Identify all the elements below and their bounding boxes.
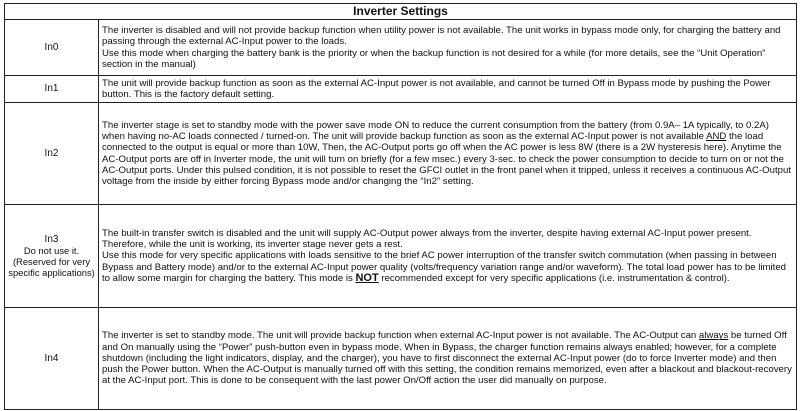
mode-cell: In4 — [5, 308, 99, 410]
description-paragraph: Use this mode when charging the battery bank is the priority or when the backup function is not desired for a while (for more details, see the “Unit Operation” section in the manual) — [102, 47, 766, 70]
inverter-settings-table — [4, 3, 797, 410]
table-row — [5, 205, 797, 308]
description-cell — [99, 205, 797, 308]
table-row — [5, 103, 797, 205]
emphasis-and: AND — [706, 131, 727, 143]
table-title: Inverter Settings — [5, 4, 797, 20]
mode-cell: In0 — [5, 20, 99, 76]
description-text: The inverter is set to standby mode. The unit will provide backup function when external AC-Input power is not available. The AC-Output can — [102, 330, 699, 342]
description-cell: The unit will provide backup function as soon as the external AC-Input power is not available, and cannot be turned Off in Bypass mode by pushing the Power button. This is the factory default setting. — [99, 76, 797, 103]
description-text: The inverter stage is set to standby mode with the power save mode ON to reduce the current consumption from the battery (from 0.9A– 1A typically, to 0.2A) when having no-AC loads connected / turned-on. The unit will provide backup function as soon as the external AC-Input power is not available — [102, 119, 769, 143]
mode-cell: In1 — [5, 76, 99, 103]
mode-warning-note: Do not use it. — [23, 245, 80, 257]
emphasis-not: NOT — [355, 271, 379, 284]
description-text: Use this mode for very specific applications with loads sensitive to the brief AC power interruption of the transfer switch commutation (when passing in between Bypass and Battery mode) and/or to the external AC-Input power quality (volts/frequency variation range and/or waveform). The total load power has to be limited to allow some margin for charging the battery. This mode is — [102, 250, 787, 284]
description-paragraph — [102, 250, 793, 284]
description-cell — [99, 308, 797, 410]
emphasis-always: always — [698, 330, 729, 342]
mode-cell: In2 — [5, 103, 99, 205]
mode-label: In3 — [44, 233, 59, 245]
description-cell — [99, 103, 797, 205]
table-row — [5, 20, 797, 76]
description-paragraph: The built-in transfer switch is disabled and the unit will supply AC-Output power always from the inverter, despite having external AC-Input power present. Therefore, while the unit is working, its inverter stage never gets a rest. — [102, 227, 752, 251]
description-text: the load connected to the output is equal or more than 10W, Then, the AC-Output ports go off when the AC power is less 8W (there is a 2W hysteresis here). Anytime the AC-Output ports are off in Inverter mode, the unit will turn on briefly (for a few msec.) every 3-sec. to check the power consumption to decide to turn on or not the AC-Output ports. Under this pulsed condition, it is not possible to reset the GFCI outlet in the front panel when it tripped, unless it receives a continuous AC-Output voltage from the inside by either forcing Bypass mode and/or changing the “In2” setting. — [102, 131, 791, 187]
description-text: recommended except for very specific applications (i.e. instrumentation & control). — [378, 272, 730, 284]
description-text: be turned Off and On manually using the “Power” push-button even in bypass mode. When in Bypass, the charger function remains always enabled; however, for a complete shutdown (including the light indicators, display, and the charger), you have to first disconnect the external AC-Input power (do to force Inverter mode) and then push the Power button. When the AC-Output is manually turned off with this setting, the condition remains memorized, even after a blackout and blackout-recovery at the AC-Input port. This is done to be consequent with the last power On/Off action the user did manually on purpose. — [102, 330, 792, 387]
mode-cell — [5, 205, 99, 308]
description-paragraph: The inverter is disabled and will not provide backup function when utility power is not available. The unit works in bypass mode only, for charging the battery and passing through the external AC-Input power to the loads. — [102, 25, 781, 48]
table-row — [5, 76, 797, 103]
description-cell — [99, 20, 797, 76]
table-row — [5, 308, 797, 410]
table-header-row — [5, 4, 797, 20]
mode-reserved-note: (Reserved for very specific applications) — [8, 256, 95, 279]
